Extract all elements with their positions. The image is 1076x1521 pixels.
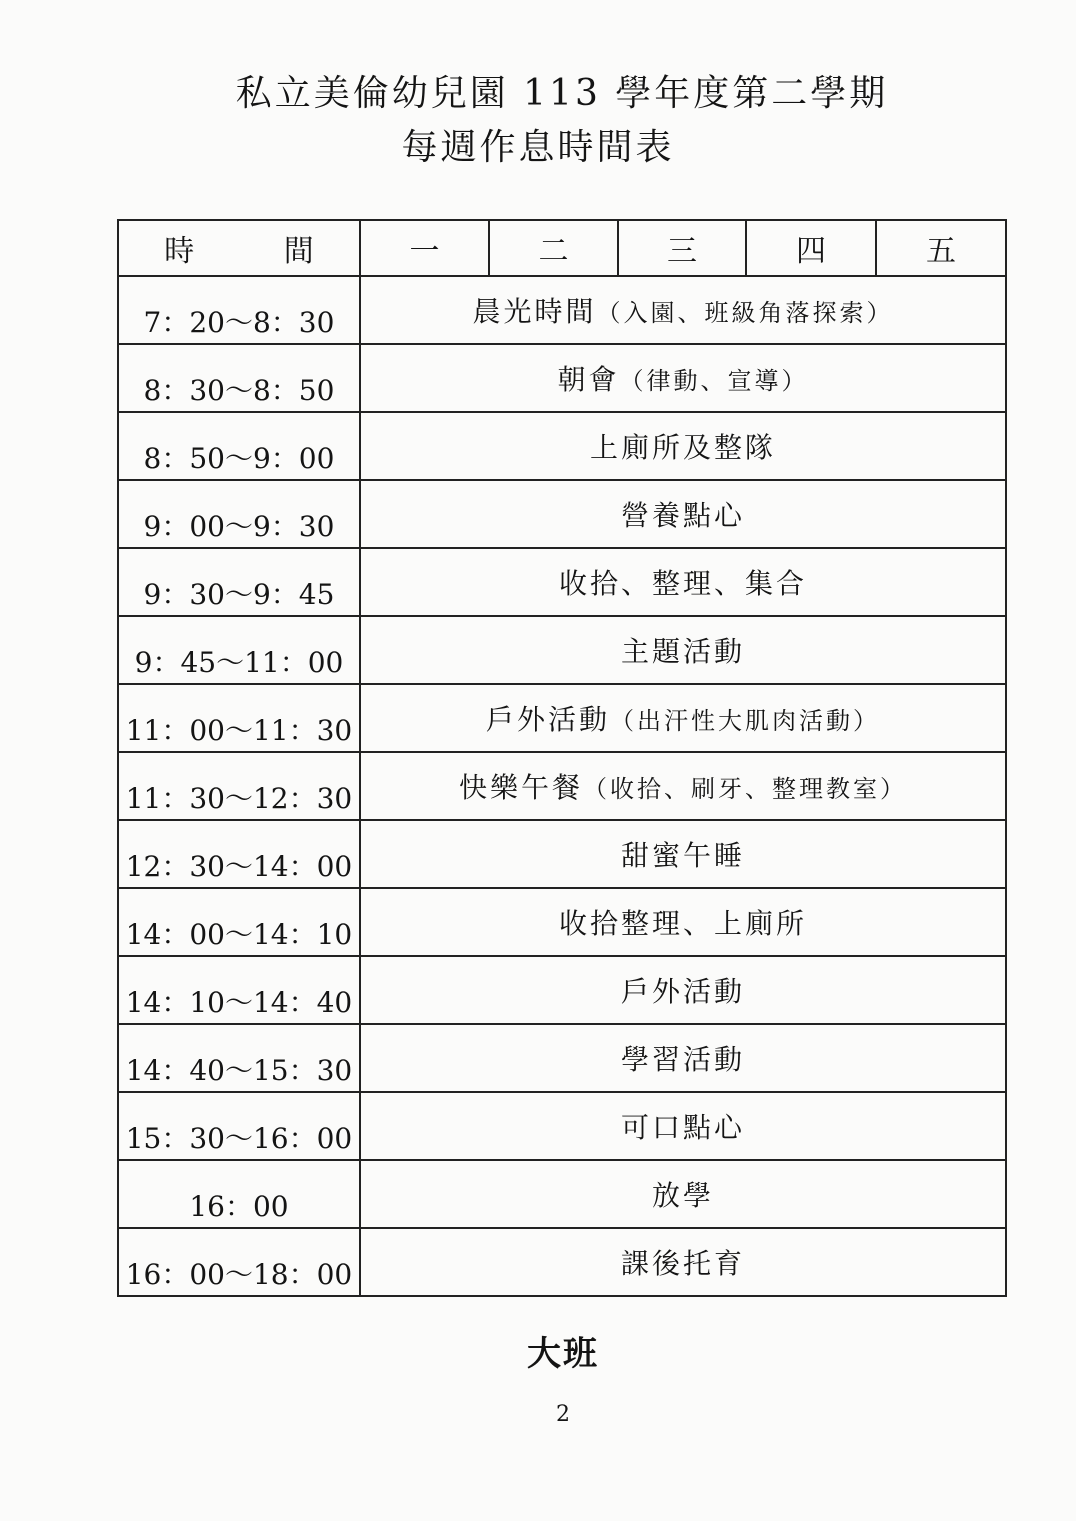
activity-cell (360, 1024, 1006, 1092)
activity-cell (360, 820, 1006, 888)
activity-name: 甜蜜午睡 (620, 839, 745, 872)
class-label: 大班 (527, 1334, 599, 1374)
activity-name: 戶外活動 (620, 975, 745, 1008)
activity-name: 上廁所及整隊 (589, 431, 776, 464)
activity-cell (360, 684, 1006, 752)
time-slot: 8：30～8：50 (118, 344, 360, 412)
header-day-thursday: 四 (746, 220, 876, 276)
table-row (118, 752, 1006, 820)
table-row (118, 412, 1006, 480)
activity-cell (360, 480, 1006, 548)
time-slot: 14：10～14：40 (118, 956, 360, 1024)
page-number: 2 (556, 1402, 570, 1427)
activity-cell (360, 956, 1006, 1024)
activity-name: 戶外活動 (485, 703, 610, 736)
header-time: 時 間 (118, 220, 360, 276)
activity-cell (360, 888, 1006, 956)
activity-name: 課後托育 (620, 1247, 745, 1280)
table-row (118, 480, 1006, 548)
activity-name: 朝會 (557, 363, 620, 396)
document-title: 私立美倫幼兒園 113 學年度第二學期 (235, 73, 889, 114)
activity-detail: （出汗性大肌肉活動） (610, 707, 880, 735)
activity-cell (360, 344, 1006, 412)
time-slot: 9：45～11：00 (118, 616, 360, 684)
table-row (118, 1092, 1006, 1160)
activity-cell (360, 548, 1006, 616)
activity-cell (360, 276, 1006, 344)
weekly-schedule-table (117, 219, 1007, 1297)
time-slot: 9：00～9：30 (118, 480, 360, 548)
table-header-row (118, 220, 1006, 276)
table-row (118, 888, 1006, 956)
table-row (118, 344, 1006, 412)
header-day-wednesday: 三 (618, 220, 746, 276)
activity-name: 快樂午餐 (458, 771, 583, 804)
time-slot: 14：40～15：30 (118, 1024, 360, 1092)
activity-name: 晨光時間 (472, 295, 597, 328)
activity-name: 放學 (651, 1179, 714, 1212)
activity-cell (360, 752, 1006, 820)
activity-cell (360, 1092, 1006, 1160)
activity-detail: （律動、宣導） (619, 367, 809, 395)
document-subtitle: 每週作息時間表 (401, 127, 675, 168)
time-slot: 14：00～14：10 (118, 888, 360, 956)
time-slot: 9：30～9：45 (118, 548, 360, 616)
header-day-tuesday: 二 (489, 220, 618, 276)
activity-cell (360, 1228, 1006, 1296)
header-day-friday: 五 (876, 220, 1006, 276)
activity-cell (360, 616, 1006, 684)
activity-detail: （入園、班級角落探索） (596, 299, 894, 327)
header-day-monday: 一 (360, 220, 489, 276)
table-row (118, 684, 1006, 752)
table-row (118, 1228, 1006, 1296)
time-slot: 8：50～9：00 (118, 412, 360, 480)
table-row (118, 956, 1006, 1024)
activity-name: 營養點心 (620, 499, 745, 532)
activity-name: 學習活動 (620, 1043, 745, 1076)
time-slot: 11：30～12：30 (118, 752, 360, 820)
table-row (118, 820, 1006, 888)
activity-cell (360, 1160, 1006, 1228)
table-row (118, 548, 1006, 616)
time-slot: 16：00 (118, 1160, 360, 1228)
activity-name: 收拾整理、上廁所 (558, 907, 807, 940)
activity-name: 主題活動 (620, 635, 745, 668)
activity-name: 可口點心 (620, 1111, 745, 1144)
time-slot: 15：30～16：00 (118, 1092, 360, 1160)
activity-detail: （收拾、刷牙、整理教室） (583, 775, 907, 803)
activity-name: 收拾、整理、集合 (558, 567, 807, 600)
table-row (118, 1024, 1006, 1092)
activity-cell (360, 412, 1006, 480)
table-row (118, 1160, 1006, 1228)
table-row (118, 276, 1006, 344)
time-slot: 11：00～11：30 (118, 684, 360, 752)
time-slot: 12：30～14：00 (118, 820, 360, 888)
table-row (118, 616, 1006, 684)
time-slot: 16：00～18：00 (118, 1228, 360, 1296)
time-slot: 7：20～8：30 (118, 276, 360, 344)
